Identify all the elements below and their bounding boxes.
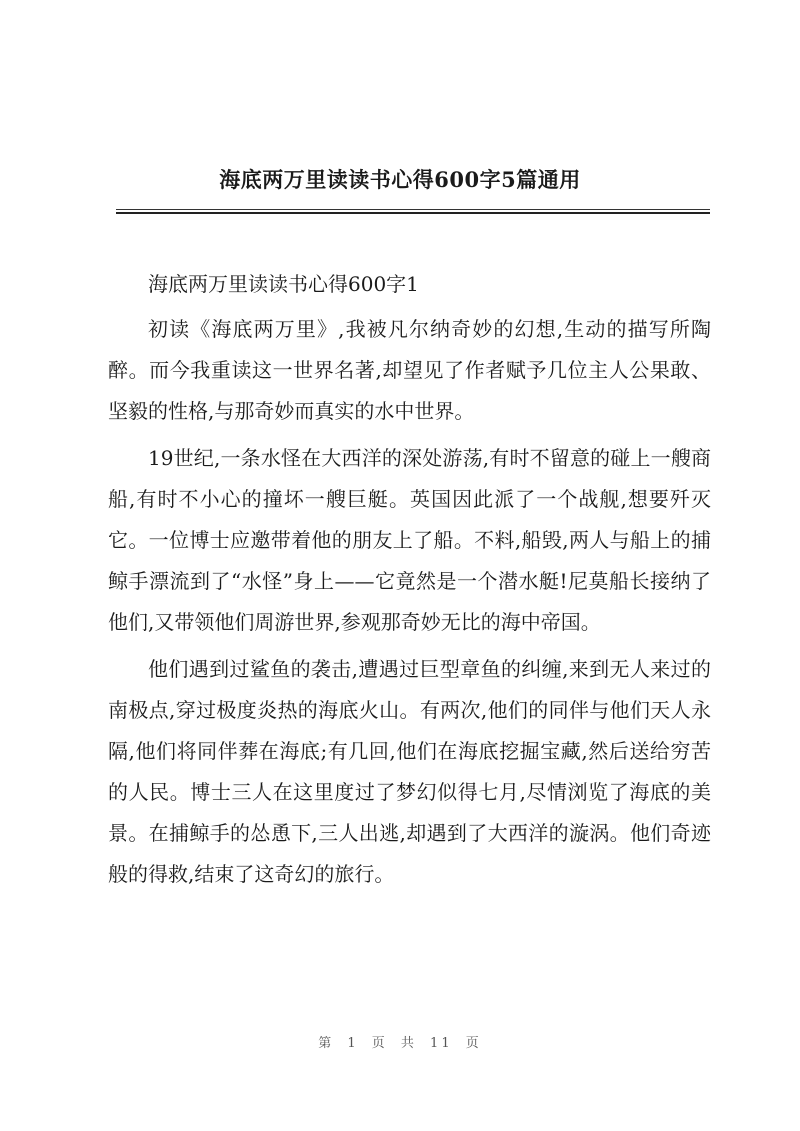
paragraph: 初读《海底两万里》,我被凡尔纳奇妙的幻想,生动的描写所陶醉。而今我重读这一世界名著,却望见了作者赋予几位主人公果敢、坚毅的性格,与那奇妙而真实的水中世界。 — [108, 317, 711, 423]
title-underline — [116, 209, 710, 214]
document-body — [108, 264, 711, 901]
section-heading: 海底两万里读读书心得600字1 — [148, 272, 419, 296]
document-title: 海底两万里读读书心得600字5篇通用 — [219, 167, 581, 192]
paragraph: 19世纪,一条水怪在大西洋的深处游荡,有时不留意的碰上一艘商船,有时不小心的撞坏一艘巨艇。英国因此派了一个战舰,想要歼灭它。一位博士应邀带着他的朋友上了船。不料,船毁,两人与船上的捕鲸手漂流到了“水怪”身上——它竟然是一个潜水艇!尼莫船长接纳了他们,又带领他们周游世界,参观那奇妙无比的海中帝国。 — [108, 446, 711, 634]
page-number-footer: 第 1 页 共 11 页 — [318, 1036, 482, 1051]
paragraph: 他们遇到过鲨鱼的袭击,遭遇过巨型章鱼的纠缠,来到无人来过的南极点,穿过极度炎热的海底火山。有两次,他们的同伴与他们天人永隔,他们将同伴葬在海底;有几回,他们在海底挖掘宝藏,然后送给穷苦的人民。博士三人在这里度过了梦幻似得七月,尽情浏览了海底的美景。在捕鲸手的怂恿下,三人出逃,却遇到了大西洋的漩涡。他们奇迹般的得救,结束了这奇幻的旅行。 — [108, 657, 711, 886]
